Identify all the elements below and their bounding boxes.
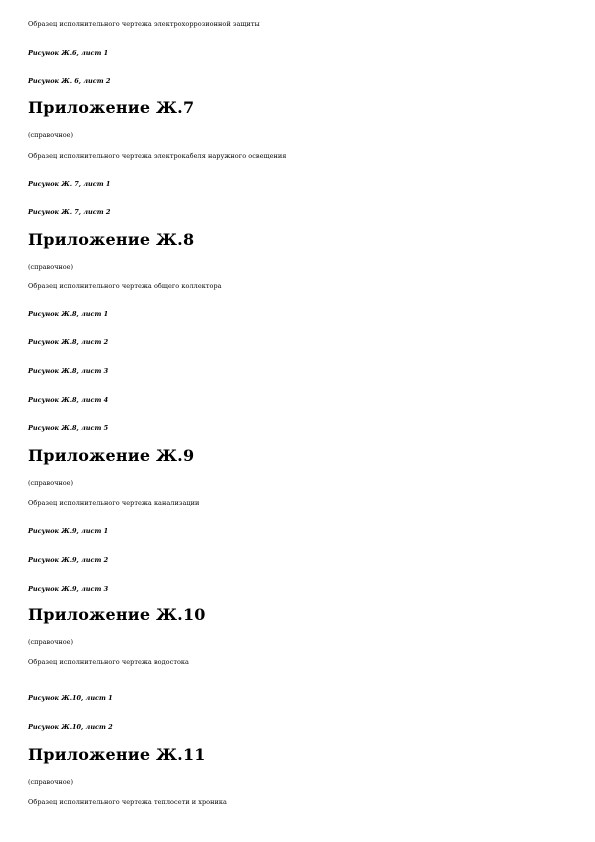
figure-label: Рисунок Ж.8, лист 2 bbox=[28, 338, 109, 346]
appendix-heading: Приложение Ж.7 bbox=[28, 98, 195, 117]
figure-label: Рисунок Ж.10, лист 2 bbox=[28, 723, 113, 731]
caption-lighting-cable: Образец исполнительного чертежа электрокабеля наружного освещения bbox=[28, 152, 287, 160]
figure-label: Рисунок Ж.10, лист 1 bbox=[28, 694, 113, 702]
figure-label: Рисунок Ж.9, лист 3 bbox=[28, 585, 109, 593]
figure-label: Рисунок Ж.6, лист 1 bbox=[28, 49, 109, 57]
caption-sewerage: Образец исполнительного чертежа канализации bbox=[28, 499, 200, 507]
reference-note: (справочное) bbox=[28, 479, 74, 487]
figure-label: Рисунок Ж. 7, лист 1 bbox=[28, 180, 111, 188]
figure-label: Рисунок Ж.9, лист 1 bbox=[28, 527, 109, 535]
appendix-heading: Приложение Ж.9 bbox=[28, 446, 195, 465]
reference-note: (справочное) bbox=[28, 263, 74, 271]
figure-label: Рисунок Ж.9, лист 2 bbox=[28, 556, 109, 564]
appendix-heading: Приложение Ж.10 bbox=[28, 605, 206, 624]
figure-label: Рисунок Ж.8, лист 1 bbox=[28, 310, 109, 318]
appendix-heading: Приложение Ж.11 bbox=[28, 745, 206, 764]
appendix-heading: Приложение Ж.8 bbox=[28, 230, 195, 249]
reference-note: (справочное) bbox=[28, 778, 74, 786]
figure-label: Рисунок Ж. 6, лист 2 bbox=[28, 77, 111, 85]
figure-label: Рисунок Ж.8, лист 5 bbox=[28, 424, 109, 432]
reference-note: (справочное) bbox=[28, 638, 74, 646]
figure-label: Рисунок Ж.8, лист 4 bbox=[28, 396, 109, 404]
caption-common-collector: Образец исполнительного чертежа общего коллектора bbox=[28, 282, 222, 290]
figure-label: Рисунок Ж.8, лист 3 bbox=[28, 367, 109, 375]
caption-drainage: Образец исполнительного чертежа водостока bbox=[28, 658, 189, 666]
caption-electrocorrosion: Образец исполнительного чертежа электрохоррозионной защиты bbox=[28, 20, 260, 28]
reference-note: (справочное) bbox=[28, 131, 74, 139]
figure-label: Рисунок Ж. 7, лист 2 bbox=[28, 208, 111, 216]
caption-heating-network: Образец исполнительного чертежа теплосети и хроника bbox=[28, 798, 227, 806]
